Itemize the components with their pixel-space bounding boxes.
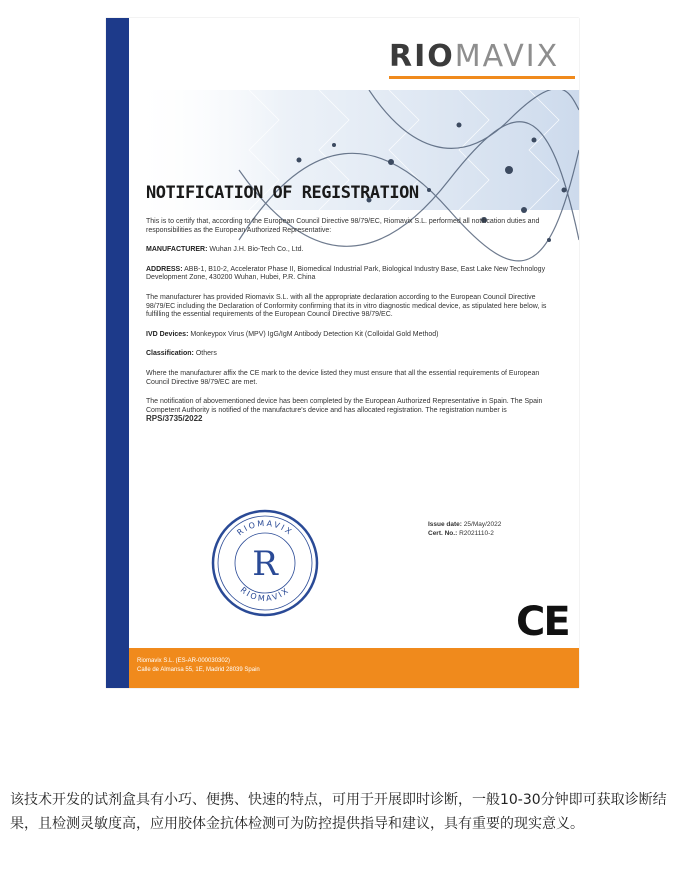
ivd-devices-line: IVD Devices: Monkeypox Virus (MPV) IgG/IgM Antibody Detection Kit (Colloidal Gold Method) [146, 330, 439, 338]
riomavix-logo [389, 40, 579, 80]
logo-wordmark: RIOMAVIX [389, 39, 560, 74]
ce-mark: CE [516, 599, 569, 645]
svg-text:RIOMAVIX [235, 519, 294, 538]
seal-top-text: RIOMAVIX [235, 518, 295, 538]
registration-certificate [106, 18, 579, 688]
manufacturer-line: MANUFACTURER: Wuhan J.H. Bio-Tech Co., Ltd. [146, 246, 304, 254]
footer-address-line: Calle de Almansa 55, 1E, Madrid 28039 Spain [137, 667, 260, 673]
footer-company-line: Riomavix S.L. (ES-AR-000030302) [137, 658, 231, 664]
declaration-paragraph: The manufacturer has provided Riomavix S.L. with all the appropriate declaration according to the European Council Directive 98/79/EC including the Declaration of Conformity confirming that its in vitro diagnostic medical device, as stipulated here below, is fulfilling the essential requirements of the European Council Directive 98/79/EC. [146, 293, 547, 319]
registration-number: RPS/3735/2022 [146, 414, 203, 424]
cert-number-line: Cert. No.: R2021110-2 [428, 530, 494, 537]
certificate-footer [129, 648, 579, 688]
riomavix-seal [210, 508, 320, 618]
address-line: ADDRESS: ABB-1, B10-2, Accelerator Phase II, Biomedical Industrial Park, Biological Industry Base, East Lake New Technology Development Zone, 430200 Wuhan, Hubei, P.R. China [146, 265, 546, 282]
classification-line: Classification: Others [146, 350, 217, 358]
ce-mark-paragraph: Where the manufacturer affix the CE mark to the device listed they must ensure that all the essential requirements of European Council Directive 98/79/EC are met. [146, 369, 540, 386]
certificate-side-stripe [106, 18, 129, 688]
certificate-title: NOTIFICATION OF REGISTRATION [146, 183, 419, 203]
notification-paragraph: The notification of abovementioned device has been completed by the European Authorized Representative in Spain. The Spain Competent Authority is notified of the manufacture's device and has allocated registration. The registration number is RPS/3735/2022 [146, 398, 543, 424]
seal-letter: R [252, 544, 278, 584]
article-caption: 该技术开发的试剂盒具有小巧、便携、快速的特点，可用于开展即时诊断，一般10-30分钟即可获取诊断结果，且检测灵敏度高，应用胶体金抗体检测可为防控提供指导和建议，具有重要的现实意义。 [10, 792, 667, 832]
issue-date-line: Issue date: 25/May/2022 [428, 521, 502, 528]
certificate-body [146, 218, 554, 436]
certificate-dates [428, 520, 568, 538]
svg-text:RIOMAVIX [239, 585, 292, 603]
seal-bottom-text: RIOMAVIX [238, 585, 292, 604]
certificate-intro: This is to certify that, according to the European Council Directive 98/79/EC, Riomavix S.L. performed all notification duties and responsibilities as the European Authorized Representative: [146, 218, 540, 234]
logo-underline [389, 76, 575, 79]
